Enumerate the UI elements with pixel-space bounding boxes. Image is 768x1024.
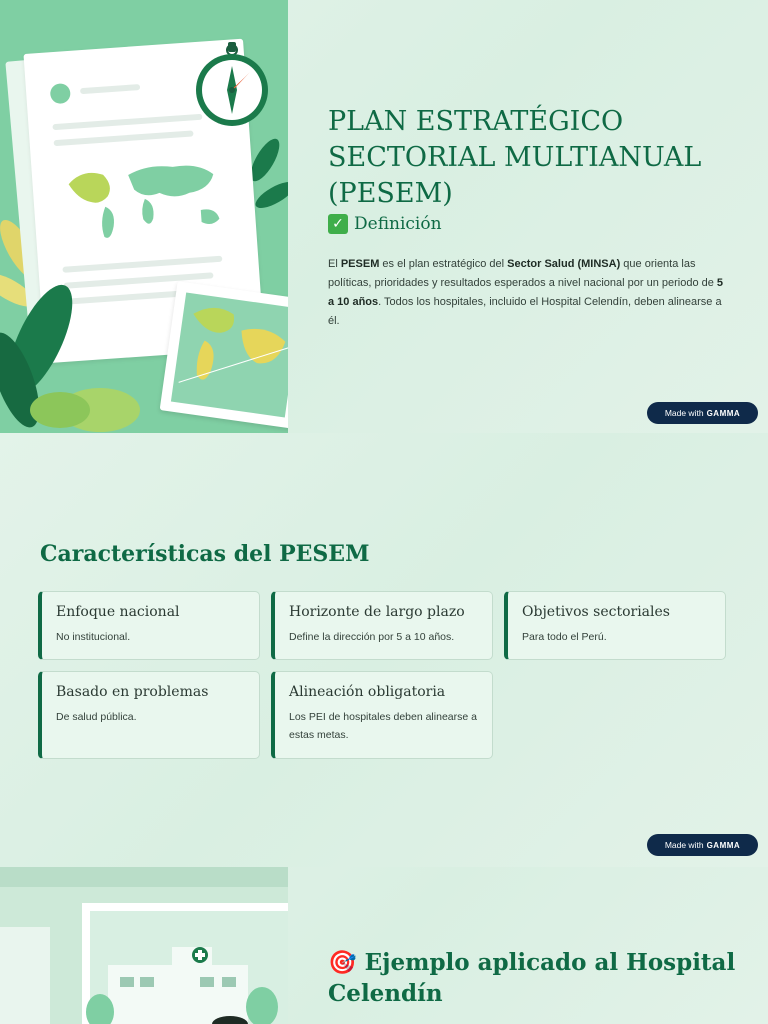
paragraph-text: es el plan estratégico del: [379, 258, 508, 270]
characteristic-card: [271, 671, 493, 759]
paragraph-text: que orienta las políticas, prioridades y resultados esperados a nivel nacional por un periodo de: [328, 258, 717, 289]
world-map-photo-icon: [171, 293, 288, 418]
section-title: Características del PESEM: [40, 541, 370, 567]
section-title-label: Ejemplo aplicado al Hospital Celendín: [328, 949, 736, 1007]
card-title: Horizonte de largo plazo: [289, 604, 465, 620]
check-mark-icon: ✓: [328, 214, 348, 234]
card-description: No institucional.: [56, 631, 131, 643]
badge-brand: GAMMA: [706, 408, 741, 418]
map-documents-illustration: [0, 0, 288, 433]
card-title: Objetivos sectoriales: [522, 604, 670, 620]
card-description: Los PEI de hospitales deben alinearse a estas metas.: [289, 711, 477, 741]
card-title: Enfoque nacional: [56, 604, 180, 620]
card-description: De salud pública.: [56, 711, 137, 723]
map-photo: [160, 281, 288, 429]
compass-icon: [192, 42, 272, 126]
characteristic-card: [271, 591, 493, 660]
characteristic-card: [504, 591, 726, 660]
card-description: Define la dirección por 5 a 10 años.: [289, 631, 455, 643]
paper-dot-icon: [50, 83, 71, 104]
paragraph-bold: Sector Salud (MINSA): [507, 258, 621, 270]
hospital-illustration: [0, 867, 288, 1024]
card-description: Para todo el Perú.: [522, 631, 607, 643]
target-icon: 🎯: [328, 949, 357, 976]
characteristic-card: [38, 591, 260, 660]
page-title: PLAN ESTRATÉGICO SECTORIAL MULTIANUAL (PESEM): [328, 106, 702, 209]
definition-heading-label: Definición: [354, 214, 442, 234]
section-title: [328, 947, 748, 1009]
badge-prefix: Made with: [664, 840, 704, 850]
paragraph-bold: PESEM: [340, 258, 380, 270]
definition-paragraph: [328, 255, 728, 331]
badge-prefix: Made with: [664, 408, 704, 418]
hospital-building-icon: [0, 867, 288, 1024]
definition-heading: [328, 214, 442, 234]
characteristic-card: [38, 671, 260, 759]
badge-brand: GAMMA: [706, 840, 741, 850]
card-title: Alineación obligatoria: [289, 684, 446, 700]
paragraph-bold: 5 a 10 años: [328, 277, 724, 308]
slide-hospital-example: [0, 867, 768, 1024]
slide-pesem-definition: [0, 0, 768, 433]
paragraph-text: . Todos los hospitales, incluido el Hospital Celendín, deben alinearse a él.: [328, 296, 722, 327]
card-title: Basado en problemas: [56, 684, 209, 700]
made-with-gamma-badge[interactable]: [647, 834, 758, 856]
paragraph-text: El: [328, 258, 341, 270]
world-map-icon: [57, 148, 233, 250]
front-leaves-illustration: [0, 270, 150, 433]
slide-pesem-characteristics: [0, 433, 768, 867]
made-with-gamma-badge[interactable]: [647, 402, 758, 424]
